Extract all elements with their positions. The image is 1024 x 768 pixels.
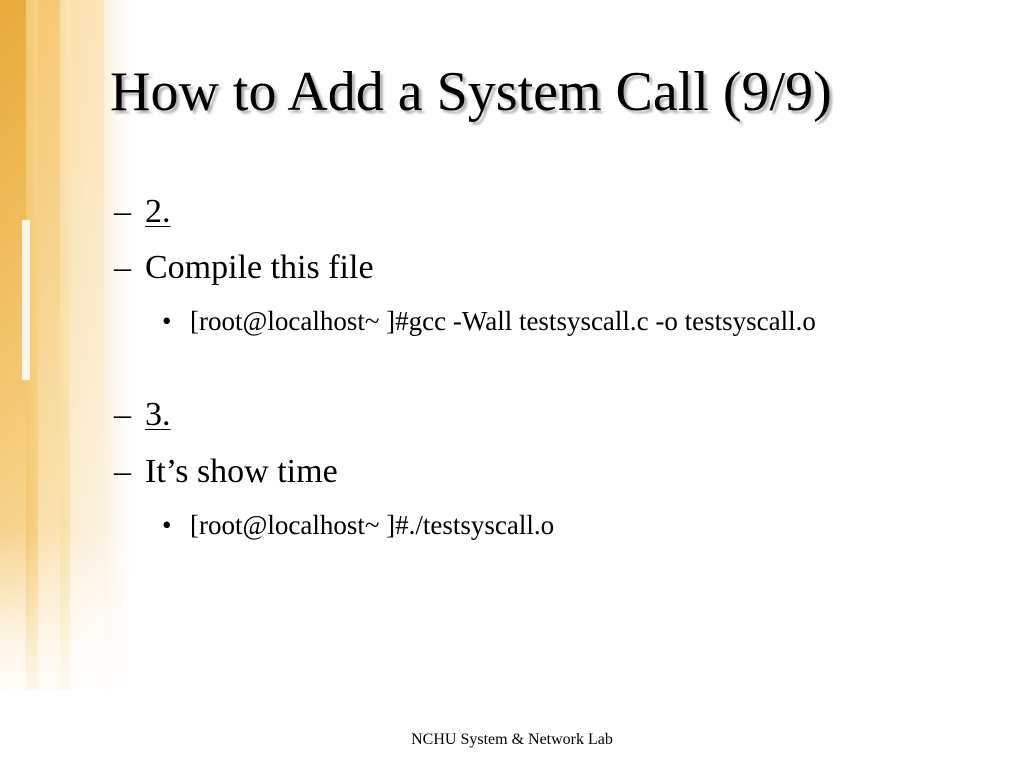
step-item-compile [114, 248, 374, 288]
dash-marker: – [114, 249, 131, 286]
step-number-3: 3. [145, 396, 171, 433]
step-heading-3 [114, 395, 171, 435]
command-text-compile: [root@localhost~ ]#gcc -Wall testsyscall.c -o testsyscall.o [190, 306, 816, 336]
step-text-compile: Compile this file [145, 249, 374, 286]
dash-marker: – [114, 193, 131, 230]
command-run [162, 507, 862, 544]
dash-marker: – [114, 453, 131, 490]
step-text-showtime: It’s show time [145, 453, 338, 490]
command-compile [162, 303, 862, 340]
bullet-marker: • [162, 510, 172, 540]
slide-footer: NCHU System & Network Lab [411, 731, 613, 748]
step-item-showtime [114, 452, 338, 492]
step-number-2: 2. [145, 193, 171, 230]
step-heading-2 [114, 192, 171, 232]
dash-marker: – [114, 396, 131, 433]
command-text-run: [root@localhost~ ]#./testsyscall.o [190, 510, 555, 540]
bullet-marker: • [162, 306, 172, 336]
slide-title: How to Add a System Call (9/9) [110, 61, 832, 123]
